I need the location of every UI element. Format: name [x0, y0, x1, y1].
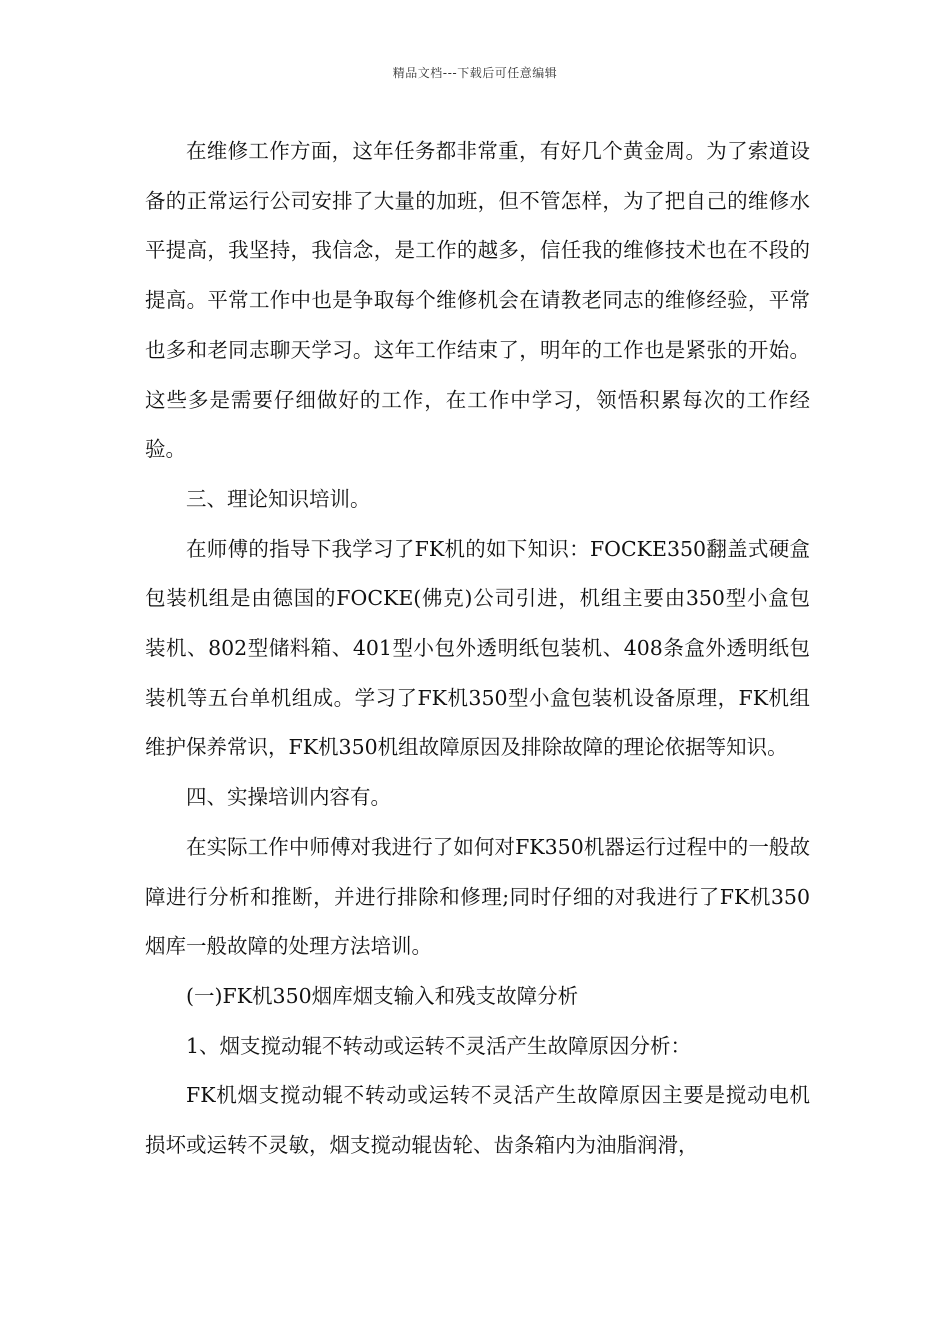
subsection-heading-fault-analysis: (一)FK机350烟库烟支输入和残支故障分析	[186, 983, 579, 1008]
item-heading-stirring-roller: 1、烟支搅动辊不转动或运转不灵活产生故障原因分析：	[186, 1033, 692, 1058]
paragraph-fk-knowledge: 在师傅的指导下我学习了FK机的如下知识：FOCKE350翻盖式硬盒包装机组是由德国的FOCKE(佛克)公司引进，机组主要由350型小盒包装机、802型储料箱、401型小包外透明纸包装机、408条盒外透明纸包装机等五台单机组成。学习了FK机350型小盒包装机设备原理，FK机组维护保养常识，FK机350机组故障原因及排除故障的理论依据等知识。	[145, 536, 810, 760]
section-heading-practical-training: 四、实操培训内容有。	[186, 785, 391, 810]
page-header: 精品文档---下载后可任意编辑	[392, 66, 558, 80]
section-heading-theory-training: 三、理论知识培训。	[186, 486, 371, 511]
document-body	[145, 127, 810, 1171]
paragraph-practical-work: 在实际工作中师傅对我进行了如何对FK350机器运行过程中的一般故障进行分析和推断，并进行排除和修理;同时仔细的对我进行了FK机350烟库一般故障的处理方法培训。	[145, 834, 810, 959]
paragraph-maintenance-work: 在维修工作方面，这年任务都非常重，有好几个黄金周。为了索道设备的正常运行公司安排了大量的加班，但不管怎样，为了把自己的维修水平提高，我坚持，我信念，是工作的越多，信任我的维修技术也在不段的提高。平常工作中也是争取每个维修机会在请教老同志的维修经验，平常也多和老同志聊天学习。这年工作结束了，明年的工作也是紧张的开始。这些多是需要仔细做好的工作，在工作中学习，领悟积累每次的工作经验。	[145, 139, 810, 462]
paragraph-stirring-roller-causes: FK机烟支搅动辊不转动或运转不灵活产生故障原因主要是搅动电机损坏或运转不灵敏，烟支搅动辊齿轮、齿条箱内为油脂润滑，	[145, 1083, 810, 1158]
